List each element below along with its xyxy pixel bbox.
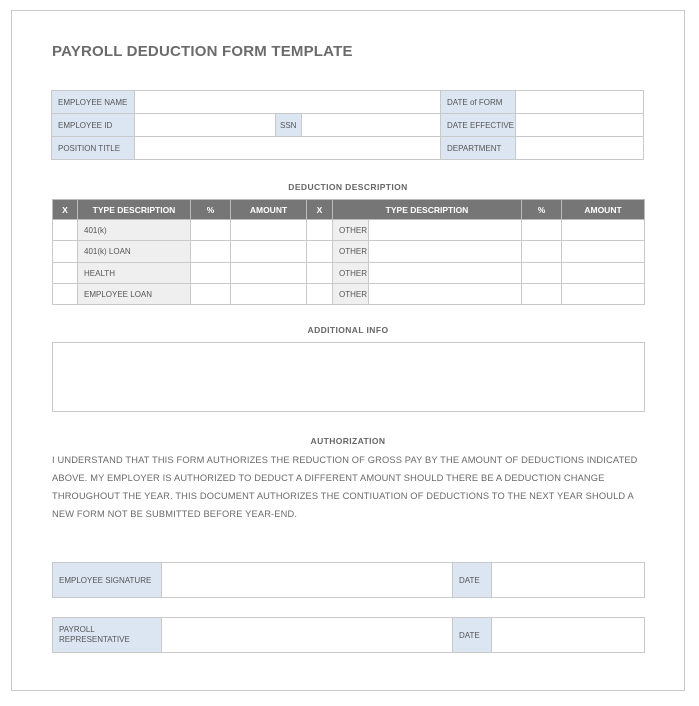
payroll-representative-label [53,618,162,653]
ssn-label: SSN [276,114,302,137]
ssn-field[interactable] [302,114,441,137]
date-of-form-field[interactable] [516,91,644,114]
header-type-description: TYPE DESCRIPTION [333,200,522,220]
employee-signature-field[interactable] [162,563,453,598]
table-row [53,284,645,305]
amount-cell[interactable] [562,263,645,284]
employee-info-table [51,90,644,160]
deduction-section-title: DEDUCTION DESCRIPTION [288,182,408,192]
checkbox-cell[interactable] [307,220,333,241]
amount-cell[interactable] [562,241,645,263]
date-effective-label: DATE EFFECTIVE [441,114,516,137]
percent-cell[interactable] [522,220,562,241]
percent-cell[interactable] [522,284,562,305]
percent-cell[interactable] [191,284,231,305]
amount-cell[interactable] [231,220,307,241]
other-description-cell[interactable] [369,220,522,241]
deduction-table [52,199,645,305]
department-field[interactable] [516,137,644,160]
header-x: X [307,200,333,220]
additional-info-field[interactable] [52,342,645,412]
page-title: PAYROLL DEDUCTION FORM TEMPLATE [52,43,353,60]
type-label: 401(k) [78,220,191,241]
type-label: OTHER [333,284,369,305]
amount-cell[interactable] [562,284,645,305]
position-title-field[interactable] [135,137,441,160]
other-description-cell[interactable] [369,284,522,305]
authorization-title: AUTHORIZATION [310,436,386,446]
header-type-description: TYPE DESCRIPTION [78,200,191,220]
amount-cell[interactable] [562,220,645,241]
employee-name-label: EMPLOYEE NAME [52,91,135,114]
type-label: OTHER [333,263,369,284]
checkbox-cell[interactable] [307,263,333,284]
checkbox-cell[interactable] [307,284,333,305]
date-of-form-label: DATE of FORM [441,91,516,114]
department-label: DEPARTMENT [441,137,516,160]
header-x: X [53,200,78,220]
additional-info-title: ADDITIONAL INFO [307,325,389,335]
employee-signature-label: EMPLOYEE SIGNATURE [53,563,162,598]
employee-signature-table [52,562,645,598]
payroll-date-field[interactable] [492,618,645,653]
table-row [53,220,645,241]
date-label: DATE [453,618,492,653]
checkbox-cell[interactable] [53,284,78,305]
type-label: EMPLOYEE LOAN [78,284,191,305]
date-effective-field[interactable] [516,114,644,137]
payroll-signature-field[interactable] [162,618,453,653]
other-description-cell[interactable] [369,241,522,263]
type-label: OTHER [333,220,369,241]
checkbox-cell[interactable] [53,220,78,241]
employee-date-field[interactable] [492,563,645,598]
percent-cell[interactable] [522,263,562,284]
percent-cell[interactable] [191,220,231,241]
payroll-rep-line2: REPRESENTATIVE [59,635,130,644]
type-label: HEALTH [78,263,191,284]
position-title-label: POSITION TITLE [52,137,135,160]
amount-cell[interactable] [231,263,307,284]
checkbox-cell[interactable] [53,263,78,284]
table-row [53,263,645,284]
header-amount: AMOUNT [231,200,307,220]
percent-cell[interactable] [191,241,231,263]
payroll-signature-table [52,617,645,653]
header-amount: AMOUNT [562,200,645,220]
authorization-text: I UNDERSTAND THAT THIS FORM AUTHORIZES THE REDUCTION OF GROSS PAY BY THE AMOUNT OF DEDUCTIONS INDICATED ABOVE. MY EMPLOYER IS AUTHORIZED TO DEDUCT A DIFFERENT AMOUNT SHOULD THERE BE A DEDUCTION CHANGE THROUGHOUT THE YEAR. THIS DOCUMENT AUTHORIZES THE CONTIUATION OF DEDUCTIONS TO THE NEXT YEAR SHOULD A NEW FORM NOT BE SUBMITTED BEFORE YEAR-END. [52,455,638,519]
checkbox-cell[interactable] [53,241,78,263]
type-label: 401(k) LOAN [78,241,191,263]
percent-cell[interactable] [522,241,562,263]
other-description-cell[interactable] [369,263,522,284]
header-percent: % [522,200,562,220]
employee-id-field[interactable] [135,114,276,137]
type-label: OTHER [333,241,369,263]
amount-cell[interactable] [231,241,307,263]
checkbox-cell[interactable] [307,241,333,263]
table-row [53,241,645,263]
employee-name-field[interactable] [135,91,441,114]
percent-cell[interactable] [191,263,231,284]
header-percent: % [191,200,231,220]
payroll-rep-line1: PAYROLL [59,625,95,634]
employee-id-label: EMPLOYEE ID [52,114,135,137]
date-label: DATE [453,563,492,598]
amount-cell[interactable] [231,284,307,305]
